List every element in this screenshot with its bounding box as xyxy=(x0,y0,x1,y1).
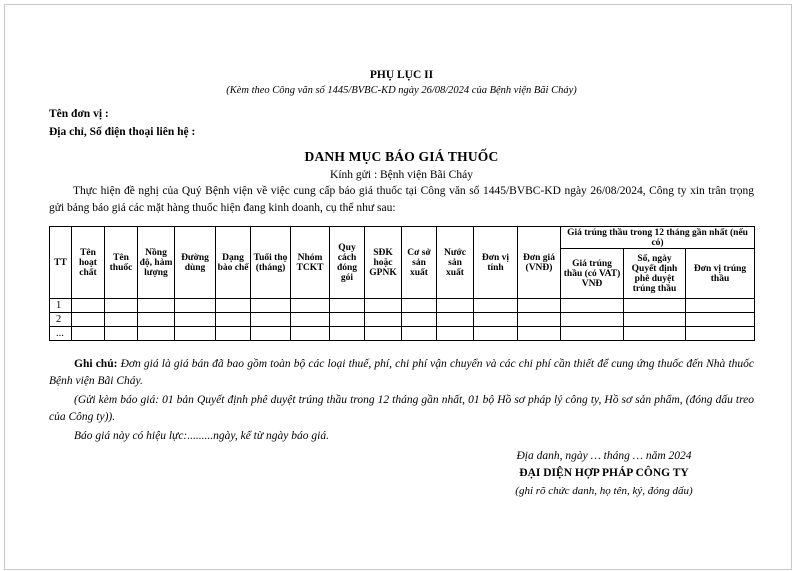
row-number: 2 xyxy=(50,313,72,327)
header-unit: Đơn vị tính xyxy=(474,227,518,299)
place-date-line: Địa danh, ngày … tháng … năm 2024 xyxy=(516,450,692,462)
note-text: Đơn giá là giá bán đã bao gồm toàn bộ các loại thuế, phí, chi phí vận chuyển và các chi phí cần thiết để cung ứng thuốc đến Nhà thuốc Bệnh viện Bãi Cháy. xyxy=(49,358,754,387)
attachment-note: (Gửi kèm báo giá: 01 bản Quyết định phê duyệt trúng thầu trong 12 tháng gần nhất, 01 bộ Hồ sơ pháp lý công ty, Hồ sơ sản phẩm, (đóng dấu treo của Công ty)). xyxy=(49,394,754,423)
unit-name-label: Tên đơn vị : xyxy=(49,108,109,120)
header-active-ingredient: Tên hoạt chất xyxy=(72,227,105,299)
price-quote-table xyxy=(49,226,755,341)
note-paragraph xyxy=(49,356,754,390)
header-unit-price: Đơn giá (VNĐ) xyxy=(518,227,561,299)
validity-note: Báo giá này có hiệu lực:.........ngày, kể từ ngày báo giá. xyxy=(74,430,329,442)
header-packing: Quy cách đóng gói xyxy=(330,227,365,299)
header-strength: Nồng độ, hàm lượng xyxy=(138,227,175,299)
greeting-line: Kính gửi : Bệnh viện Bãi Cháy xyxy=(330,169,473,181)
header-winning-unit: Đơn vị trúng thầu xyxy=(686,249,755,299)
header-dosage-form: Dạng bào chế xyxy=(216,227,251,299)
header-shelf-life: Tuổi thọ (tháng) xyxy=(251,227,291,299)
header-tt: TT xyxy=(50,227,72,299)
header-drug-name: Tên thuốc xyxy=(105,227,138,299)
table-row xyxy=(50,327,755,341)
appendix-subtitle: (Kèm theo Công văn số 1445/BVBC-KD ngày 26/08/2024 của Bệnh viện Bãi Cháy) xyxy=(226,85,577,96)
header-registration: SĐK hoặc GPNK xyxy=(365,227,402,299)
document-title: DANH MỤC BÁO GIÁ THUỐC xyxy=(304,149,499,164)
address-phone-label: Địa chỉ, Số điện thoại liên hệ : xyxy=(49,126,196,138)
header-tckt-group: Nhóm TCKT xyxy=(291,227,330,299)
intro-paragraph: Thực hiện đề nghị của Quý Bệnh viện về việc cung cấp báo giá thuốc tại Công văn số 1445/BVBC-KD ngày 26/08/2024, Công ty xin trân trọng gửi bảng báo giá các mặt hàng thuốc hiện đang kinh doanh, cụ thể như sau: xyxy=(49,185,754,214)
header-winning-bid-group: Giá trúng thầu trong 12 tháng gần nhất (nếu có) xyxy=(561,227,755,249)
header-winning-price: Giá trúng thầu (có VAT) VNĐ xyxy=(561,249,624,299)
table-row xyxy=(50,299,755,313)
header-manufacturer: Cơ sở sản xuất xyxy=(402,227,437,299)
signature-title: ĐẠI DIỆN HỢP PHÁP CÔNG TY xyxy=(519,467,689,479)
appendix-heading: PHỤ LỤC II xyxy=(369,69,434,81)
header-route: Đường dùng xyxy=(175,227,216,299)
table-row xyxy=(50,313,755,327)
header-country: Nước sản xuất xyxy=(437,227,474,299)
row-number: ... xyxy=(50,327,72,341)
signature-note: (ghi rõ chức danh, họ tên, ký, đóng dấu) xyxy=(515,485,693,497)
document-page xyxy=(4,4,792,570)
row-number: 1 xyxy=(50,299,72,313)
header-decision: Số, ngày Quyết định phê duyệt trúng thầu xyxy=(624,249,686,299)
note-label: Ghi chú: xyxy=(74,358,118,370)
